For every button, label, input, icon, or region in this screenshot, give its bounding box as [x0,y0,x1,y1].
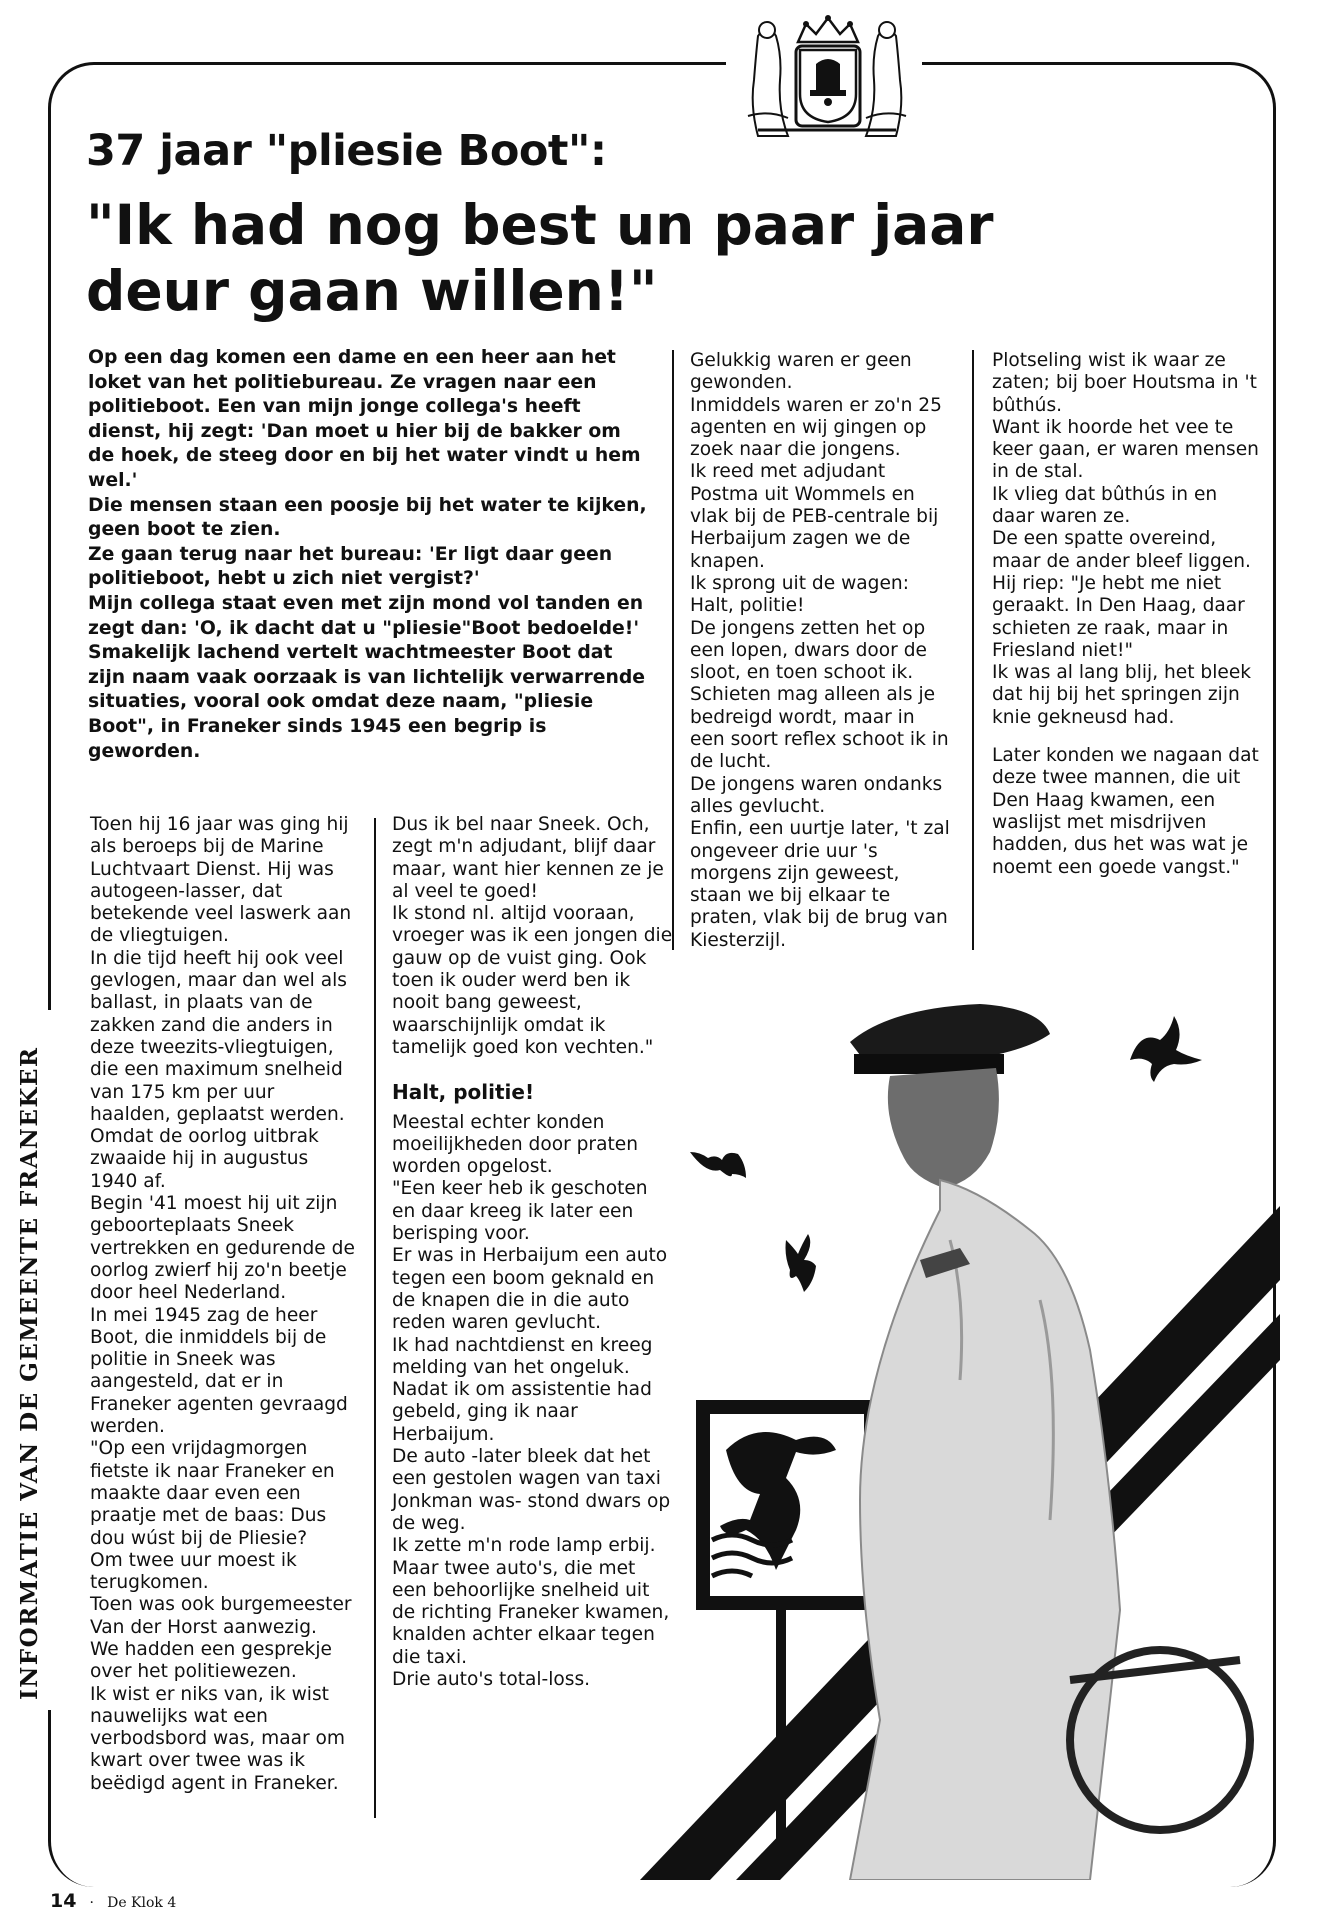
paragraph: Drie auto's total-loss. [392,1668,591,1690]
paragraph: Nadat ik om assistentie had gebeld, ging ik naar Herbaijum. [392,1379,652,1445]
intro-line: Ze gaan terug naar het bureau: 'Er ligt daar geen politieboot, hebt u zich niet vergist?' [88,543,613,590]
paragraph: Schieten mag alleen als je bedreigd wordt, maar in een soort reflex schoot ik in de lucht. [690,684,949,773]
paragraph: De auto -later bleek dat het een gestolen wagen van taxi Jonkman was- stond dwars op de weg. [392,1446,671,1534]
paragraph: Ik vlieg dat bûthús in en daar waren ze. [992,483,1218,528]
column-2 [392,814,674,1691]
intro-line: Die mensen staan een poosje bij het water te kijken, geen boot te zien. [88,494,647,541]
paragraph: Meestal echter konden moeilijkheden door praten worden opgelost. [392,1111,638,1178]
paragraph: Toen was ook burgemeester Van der Horst aanwezig. [90,1594,352,1638]
paragraph: De jongens waren ondanks alles gevlucht. [690,773,943,817]
paragraph: In die tijd heeft hij ook veel gevlogen, maar dan wel als ballast, in plaats van de zakken zand die anders in deze tweezits-vliegtuigen, die een maximum snelheid van 175 km per uur haalden, geplaatst werden. [90,947,347,1125]
paragraph: "Een keer heb ik geschoten en daar kreeg ik later een berisping voor. [392,1178,648,1245]
paragraph: Ik sprong uit de wagen: Halt, politie! [690,572,909,617]
column-4 [992,350,1262,879]
paragraph: Dus ik bel naar Sneek. Och, zegt m'n adjudant, blijf daar maar, want hier kennen ze je al veel te goed! [392,814,664,902]
paragraph: De een spatte overeind, maar de ander bleef liggen. [992,528,1251,572]
paragraph: Omdat de oorlog uitbrak zwaaide hij in augustus 1940 af. [90,1126,319,1192]
paragraph: Ik zette m'n rode lamp erbij. [392,1535,656,1557]
column-rule [972,350,974,950]
paragraph: In mei 1945 zag de heer Boot, die inmiddels bij de politie in Sneek was aangesteld, dat er in Franeker agenten gevraagd werden. [90,1304,348,1438]
paragraph: Inmiddels waren er zo'n 25 agenten en wij gingen op zoek naar die jongens. [690,394,942,461]
column-1 [90,814,360,1795]
paragraph: Om twee uur moest ik terugkomen. [90,1549,297,1594]
article-headline: "Ik had nog best un paar jaar deur gaan willen!" [86,193,994,323]
paragraph: De jongens zetten het op een lopen, dwars door de sloot, en toen schoot ik. [690,617,927,684]
section-subhead: Halt, politie! [392,1080,535,1105]
article-kicker: 37 jaar "pliesie Boot": [86,126,607,176]
swallow-icon [786,1234,817,1292]
swallow-icon [690,1152,746,1178]
intro-paragraph [88,346,648,764]
paragraph: Ik reed met adjudant Postma uit Wommels en vlak bij de PEB-centrale bij Herbaijum zagen we de knapen. [690,461,939,572]
paragraph: Plotseling wist ik waar ze zaten; bij boer Houtsma in 't bûthús. [992,350,1257,416]
paragraph: Er was in Herbaijum een auto tegen een boom geknald en de knapen die in die auto reden waren gevlucht. [392,1245,668,1334]
paragraph: Enfin, een uurtje later, 't zal ongeveer drie uur 's morgens zijn geweest, staan we bij elkaar te praten, vlak bij de brug van Kiesterzijl. [690,818,950,951]
page-footer [50,1890,176,1912]
paragraph: Ik wist er niks van, ik wist nauwelijks wat een verbodsbord was, maar om kwart over twee was ik beëdigd agent in Franeker. [90,1683,346,1794]
paragraph: Want ik hoorde het vee te keer gaan, er waren mensen in de stal. [992,416,1259,483]
side-label: INFORMATIE VAN DE GEMEENTE FRANEKER [16,1046,43,1700]
paragraph: Maar twee auto's, die met een behoorlijke snelheid uit de richting Franeker kwamen, knalden achter elkaar tegen die taxi. [392,1557,670,1668]
paragraph: "Op een vrijdagmorgen fietste ik naar Franeker en maakte daar even een praatje met de baas: Dus dou wúst bij de Pliesie? [90,1438,335,1549]
paragraph: Begin '41 moest hij uit zijn geboorteplaats Sneek vertrekken en gedurende de oorlog zwierf hij zo'n beetje door heel Nederland. [90,1193,355,1304]
paragraph: Ik was al lang blij, het bleek dat hij bij het springen zijn knie gekneusd had. [992,662,1252,728]
swallow-icon [1130,1016,1202,1082]
paragraph: Toen hij 16 jaar was ging hij als beroeps bij de Marine Luchtvaart Dienst. Hij was autogeen-lasser, dat betekende veel laswerk aan de vliegtuigen. [90,814,352,947]
paragraph: We hadden een gesprekje over het politiewezen. [90,1638,332,1683]
magazine-name: De Klok 4 [107,1895,177,1911]
page-number: 14 [50,1890,77,1912]
side-label-band [16,1010,76,1710]
paragraph: Later konden we nagaan dat deze twee mannen, die uit Den Haag kwamen, een waslijst met misdrijven hadden, dus het was wat je noemt een goede vangst." [992,745,1259,878]
column-3 [690,350,952,952]
paragraph: Hij riep: "Je hebt me niet geraakt. In Den Haag, daar schieten ze raak, maar in Friesland niet!" [992,572,1245,661]
paragraph: Ik had nachtdienst en kreeg melding van het ongeluk. [392,1334,653,1378]
coat-of-arms-icon [738,6,916,140]
paragraph: Ik stond nl. altijd vooraan, vroeger was ik een jongen die gauw op de vuist ging. Ook toen ik ouder werd ben ik nooit bang geweest, waarschijnlijk omdat ik tamelijk goed kon vechten." [392,903,673,1058]
intro-line: Mijn collega staat even met zijn mond vol tanden en zegt dan: 'O, ik dacht dat u "pliesie"Boot bedoelde!' [88,592,644,639]
footer-separator: · [89,1895,94,1911]
intro-line: Op een dag komen een dame en een heer aan het loket van het politiebureau. Ze vragen naar een politieboot. Een van mijn jonge collega's heeft dienst, hij zegt: 'Dan moet u hier bij de bakker om de hoek, de steeg door en bij het water vindt u hem wel.' [88,347,641,491]
column-rule [374,818,376,1818]
intro-line: Smakelijk lachend vertelt wachtmeester Boot dat zijn naam vaak oorzaak is van lichtelijk verwarrende situaties, vooral ook omdat deze naam, "pliesie Boot", in Franeker sinds 1945 een begrip is geworden. [88,642,646,762]
paragraph: Gelukkig waren er geen gewonden. [690,350,912,394]
policeman-photo [640,980,1280,1880]
